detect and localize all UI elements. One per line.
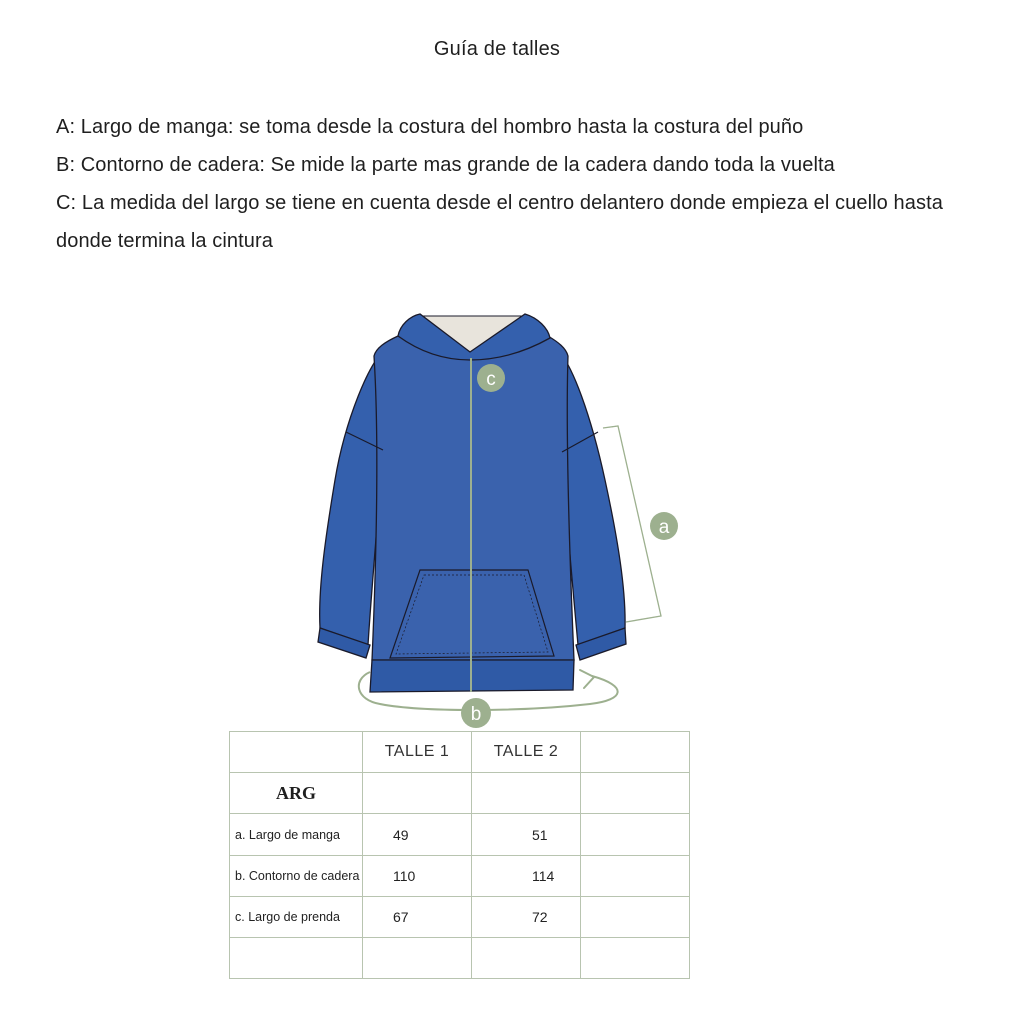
header-talle-2: TALLE 2 [472,732,581,773]
row-talle-2: 51 [472,814,581,856]
row-talle-2: 114 [472,856,581,897]
header-empty [230,732,363,773]
table-region-row [230,773,690,814]
table-header-row [230,732,690,773]
description-b: B: Contorno de cadera: Se mide la parte mas grande de la cadera dando toda la vuelta [56,154,835,176]
page-title: Guía de talles [433,38,561,60]
header-talle-1: TALLE 1 [363,732,472,773]
description-a: A: Largo de manga: se toma desde la costura del hombro hasta la costura del puño [56,116,804,138]
row-talle-1: 110 [363,856,472,897]
row-label: b. Contorno de cadera [230,856,363,897]
marker-a [650,512,678,540]
row-label: a. Largo de manga [230,814,363,856]
table-row [230,897,690,938]
hoodie-illustration [300,300,720,730]
marker-a-label: a [658,517,670,538]
table-row [230,856,690,897]
marker-c-label: c [486,369,496,390]
marker-c [477,364,505,392]
row-talle-1: 67 [363,897,472,938]
table-row [230,814,690,856]
region-label: ARG [230,773,363,814]
size-table [229,731,690,979]
table-empty-row [230,938,690,979]
marker-b [461,698,491,728]
hoodie-figure [300,300,720,730]
measurement-descriptions [56,108,956,260]
row-talle-1: 49 [363,814,472,856]
row-talle-2: 72 [472,897,581,938]
row-label: c. Largo de prenda [230,897,363,938]
marker-b-label: b [470,704,482,725]
description-c: C: La medida del largo se tiene en cuenta desde el centro delantero donde empieza el cuello hasta donde termina la cintura [56,192,943,252]
header-extra [581,732,690,773]
